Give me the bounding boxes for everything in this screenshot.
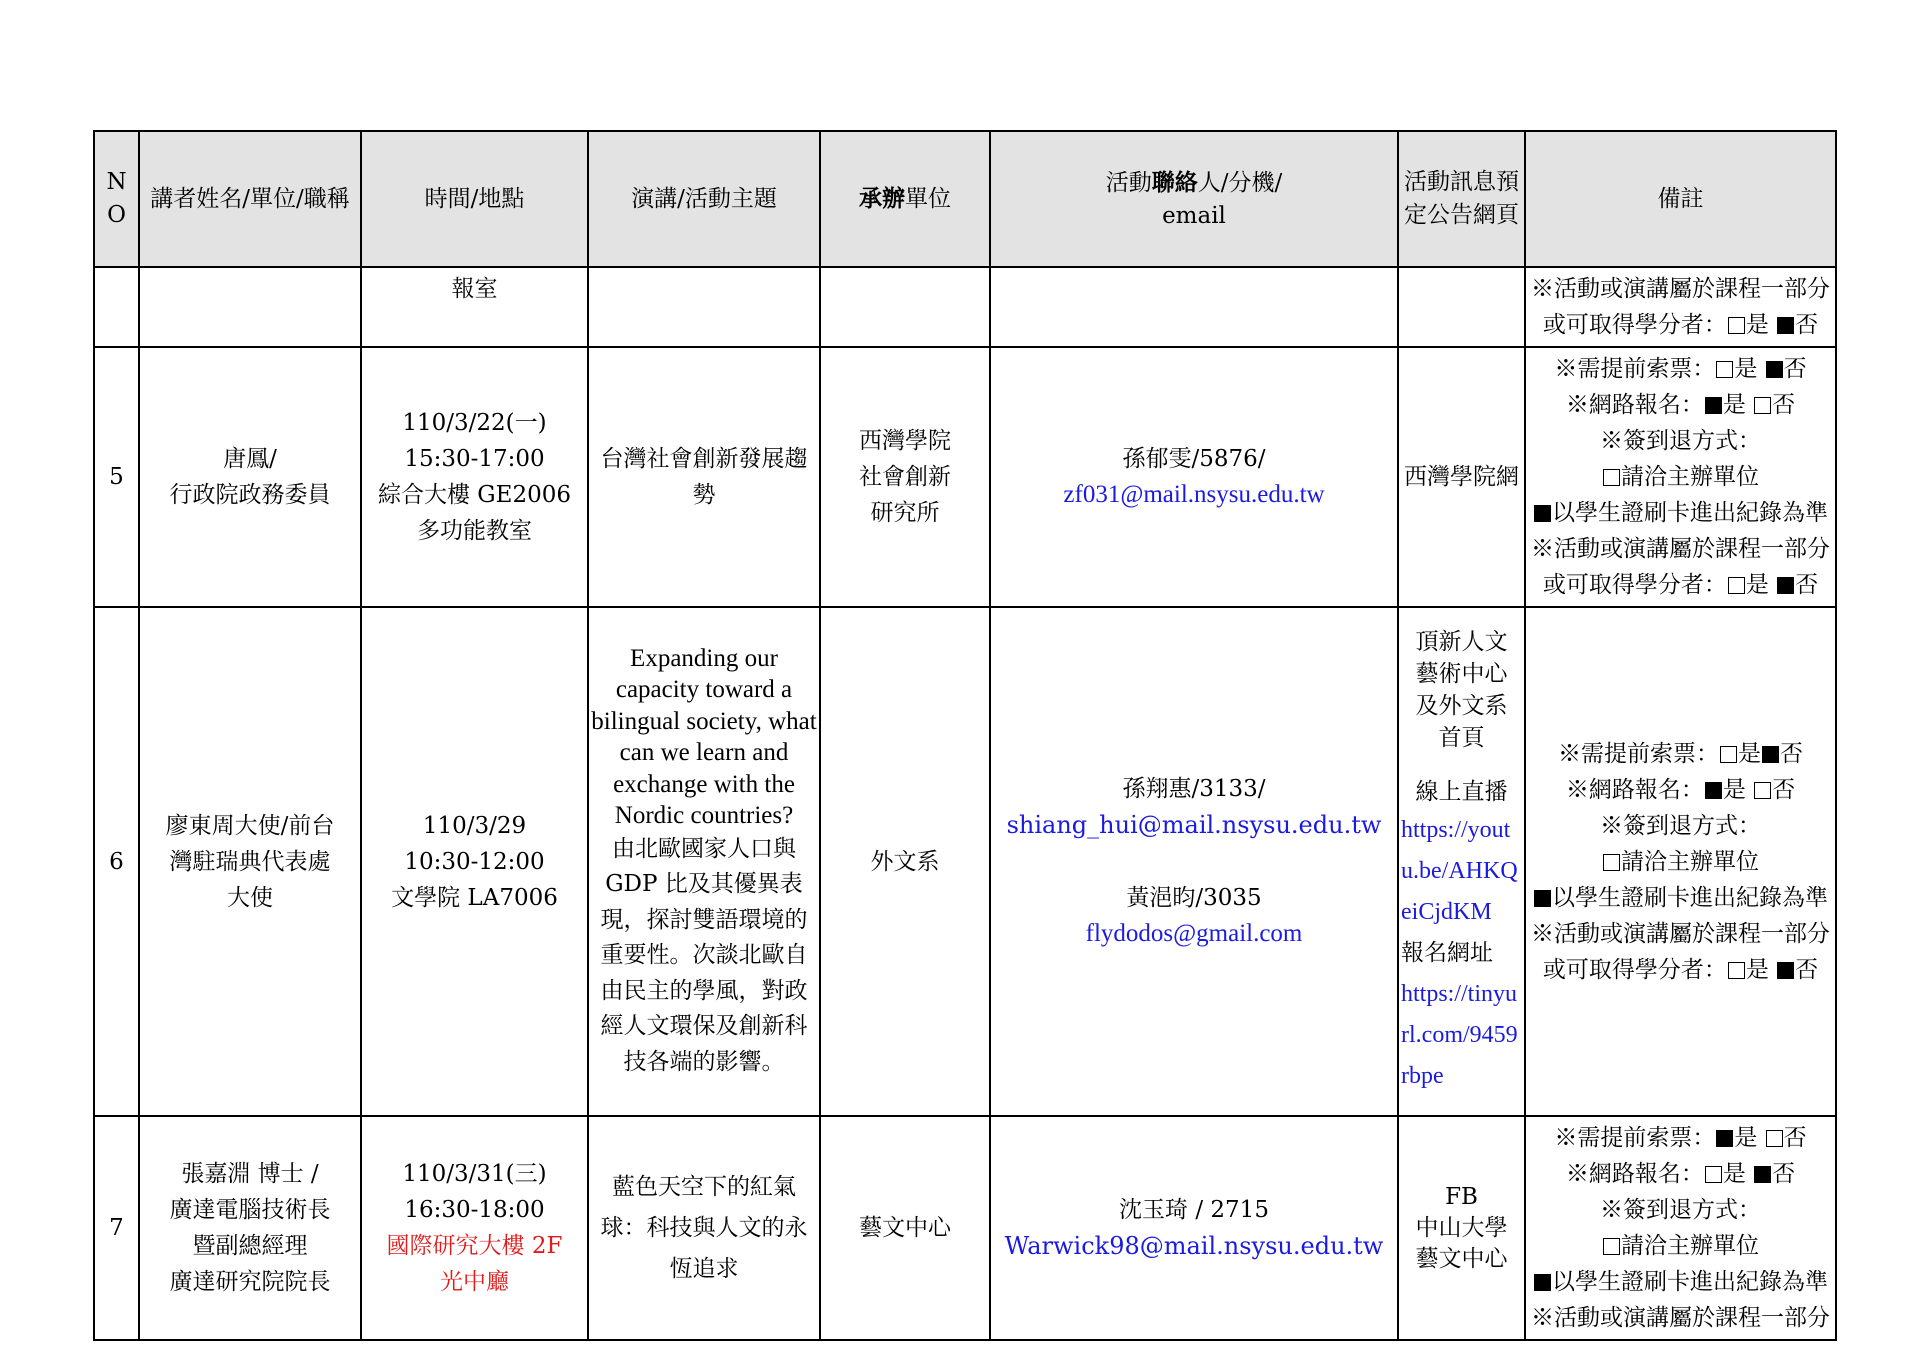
option-label: 否 (1783, 356, 1807, 382)
notes-label: 或可取得學分者： (1542, 312, 1727, 338)
contact-email-link[interactable]: shiang_hui@mail.nsysu.edu.tw (1006, 811, 1382, 839)
header-contact (990, 131, 1398, 267)
notes-line (1530, 1228, 1831, 1264)
checkbox-unchecked[interactable] (1728, 962, 1745, 979)
cell-contact (990, 607, 1398, 1116)
notes-line: ※活動或演講屬於課程一部分 (1531, 920, 1830, 947)
speaker-line: 廖東周大使/前台 (165, 812, 335, 839)
option-label: 以學生證刷卡進出紀錄為準 (1552, 500, 1828, 526)
option-label: 否 (1780, 740, 1803, 767)
website-text: 報名網址 (1401, 940, 1493, 966)
website-text: FB (1445, 1183, 1478, 1210)
speaker-line: 行政院政務委員 (169, 482, 331, 508)
checkbox-unchecked[interactable] (1754, 397, 1771, 414)
option-label: 否 (1772, 1161, 1796, 1187)
contact-name: 沈玉琦 / 2715 (1119, 1196, 1269, 1223)
cell-organizer (820, 267, 990, 347)
notes-label: ※需提前索票： (1554, 1125, 1716, 1151)
table-row (94, 267, 1836, 347)
notes-line (1530, 351, 1831, 387)
registration-link[interactable]: https://tinyurl.com/9459rbpe (1401, 981, 1518, 1089)
contact-name: 孫翔惠/3133/ (1122, 776, 1266, 802)
checkbox-unchecked[interactable] (1603, 854, 1620, 871)
option-label: 是 (1745, 572, 1769, 598)
header-topic: 演講/活動主題 (588, 131, 820, 267)
notes-line: ※簽到退方式： (1600, 812, 1761, 839)
cell-no: 6 (94, 607, 139, 1116)
cell-website (1398, 607, 1525, 1116)
place-line: 光中廳 (440, 1269, 509, 1295)
notes-line: ※簽到退方式： (1600, 428, 1761, 454)
cell-speaker (139, 347, 361, 607)
checkbox-checked[interactable] (1762, 746, 1779, 763)
option-label: 請洽主辦單位 (1621, 1233, 1759, 1259)
website-text: 中山大學 (1415, 1214, 1508, 1241)
checkbox-unchecked[interactable] (1728, 317, 1745, 334)
notes-label: ※網路報名： (1565, 1161, 1704, 1187)
cell-notes (1525, 267, 1836, 347)
website-text: 藝文中心 (1415, 1245, 1508, 1272)
time-line: 110/3/31(三) (402, 1161, 547, 1187)
table-row (94, 1116, 1836, 1340)
cell-topic: 藍色天空下的紅氣球：科技與人文的永恆追求 (588, 1116, 820, 1340)
checkbox-checked[interactable] (1705, 397, 1722, 414)
notes-line (1530, 387, 1831, 423)
notes-line (1530, 772, 1831, 808)
contact-name: 黃浥昀/3035 (1126, 885, 1262, 911)
checkbox-checked[interactable] (1534, 890, 1551, 907)
header-time-place: 時間/地點 (361, 131, 588, 267)
checkbox-unchecked[interactable] (1754, 782, 1771, 799)
header-contact-email: email (1162, 202, 1226, 229)
notes-label: ※需提前索票： (1554, 356, 1716, 382)
header-contact-pre: 活動 (1105, 169, 1152, 196)
place-line: 多功能教室 (417, 518, 532, 544)
option-label: 請洽主辦單位 (1621, 464, 1759, 490)
topic-chinese: 由北歐國家人口與GDP 比及其優異表現，探討雙語環境的重要性。次談北歐自由民主的學風，對政經人文環保及創新科技各端的影響。 (600, 835, 808, 1075)
option-label: 以學生證刷卡進出紀錄為準 (1552, 1269, 1828, 1295)
notes-line: ※活動或演講屬於課程一部分 (1531, 1305, 1830, 1331)
cell-contact (990, 1116, 1398, 1340)
checkbox-unchecked[interactable] (1603, 1238, 1620, 1255)
notes-line (1530, 307, 1831, 343)
table-row (94, 607, 1836, 1116)
notes-line (1530, 952, 1831, 988)
cell-notes (1525, 607, 1836, 1116)
option-label: 否 (1795, 956, 1819, 983)
organizer-line: 研究所 (870, 500, 940, 526)
organizer-line: 社會創新 (859, 464, 951, 490)
notes-line: ※活動或演講屬於課程一部分 (1531, 276, 1830, 302)
speaker-line: 廣達研究院院長 (169, 1269, 331, 1295)
place-line: 國際研究大樓 2F (386, 1233, 563, 1259)
header-website: 活動訊息預定公告網頁 (1398, 131, 1525, 267)
cell-website (1398, 267, 1525, 347)
time-line: 15:30-17:00 (404, 446, 545, 472)
cell-no: 7 (94, 1116, 139, 1340)
time-line: 110/3/22(一) (402, 410, 547, 436)
header-organizer-rest: 單位 (905, 186, 951, 212)
checkbox-checked[interactable] (1705, 782, 1722, 799)
checkbox-checked[interactable] (1777, 962, 1794, 979)
checkbox-checked[interactable] (1534, 505, 1551, 522)
cell-speaker (139, 267, 361, 347)
option-label: 否 (1783, 1125, 1807, 1151)
checkbox-unchecked[interactable] (1705, 1166, 1722, 1183)
cell-contact (990, 347, 1398, 607)
time-line: 10:30-12:00 (404, 848, 545, 875)
header-no: NO (94, 131, 139, 267)
cell-speaker (139, 607, 361, 1116)
notes-line (1530, 567, 1831, 603)
speaker-line: 廣達電腦技術長 (169, 1197, 331, 1223)
option-label: 是 (1745, 312, 1769, 338)
contact-email-link[interactable]: Warwick98@mail.nsysu.edu.tw (1004, 1231, 1384, 1260)
notes-line (1530, 1120, 1831, 1156)
notes-line (1530, 495, 1831, 531)
notes-line: ※活動或演講屬於課程一部分 (1531, 536, 1830, 562)
notes-label: 或可取得學分者： (1542, 572, 1727, 598)
notes-line (1530, 1156, 1831, 1192)
cell-no (94, 267, 139, 347)
cell-website (1398, 1116, 1525, 1340)
notes-line (1530, 844, 1831, 880)
checkbox-checked[interactable] (1754, 1166, 1771, 1183)
checkbox-checked[interactable] (1534, 1274, 1551, 1291)
option-label: 是 (1738, 740, 1761, 767)
notes-line (1530, 880, 1831, 916)
cell-topic: 台灣社會創新發展趨勢 (588, 347, 820, 607)
option-label: 是 (1722, 776, 1746, 803)
notes-label: ※網路報名： (1565, 392, 1704, 418)
option-label: 是 (1722, 1161, 1746, 1187)
option-label: 是 (1734, 1125, 1758, 1151)
speaker-line: 張嘉淵 博士 / (181, 1161, 319, 1187)
checkbox-checked[interactable] (1766, 361, 1783, 378)
checkbox-unchecked[interactable] (1766, 1130, 1783, 1147)
cell-speaker (139, 1116, 361, 1340)
option-label: 請洽主辦單位 (1621, 848, 1759, 875)
notes-line (1530, 459, 1831, 495)
livestream-link[interactable]: https://youtu.be/AHKQeiCjdKM (1401, 817, 1518, 925)
header-contact-rest: 人/分機/ (1197, 169, 1283, 196)
header-organizer (820, 131, 990, 267)
checkbox-unchecked[interactable] (1603, 469, 1620, 486)
notes-line (1530, 1264, 1831, 1300)
speaker-line: 暨副總經理 (192, 1233, 308, 1259)
cell-no: 5 (94, 347, 139, 607)
header-row (94, 131, 1836, 267)
checkbox-unchecked[interactable] (1728, 577, 1745, 594)
cell-time-place (361, 347, 588, 607)
cell-time-place: 報室 (361, 267, 588, 347)
cell-organizer: 藝文中心 (820, 1116, 990, 1340)
contact-email-link[interactable]: zf031@mail.nsysu.edu.tw (1063, 481, 1325, 508)
cell-topic (588, 267, 820, 347)
time-line: 110/3/29 (422, 812, 527, 839)
cell-organizer (820, 347, 990, 607)
cell-time-place (361, 1116, 588, 1340)
checkbox-checked[interactable] (1777, 317, 1794, 334)
cell-organizer: 外文系 (820, 607, 990, 1116)
cell-time-place (361, 607, 588, 1116)
time-line: 16:30-18:00 (404, 1197, 545, 1223)
topic-english: Expanding our capacity toward a bilingual society, what can we learn and exchange with the Nordic countries? (591, 644, 817, 830)
cell-notes (1525, 1116, 1836, 1340)
option-label: 否 (1772, 776, 1796, 803)
checkbox-checked[interactable] (1777, 577, 1794, 594)
header-contact-bold: 聯絡 (1151, 168, 1198, 196)
option-label: 是 (1734, 356, 1758, 382)
organizer-line: 西灣學院 (859, 428, 951, 454)
place-line: 綜合大樓 GE2006 (377, 482, 571, 508)
cell-website: 西灣學院網 (1398, 347, 1525, 607)
contact-email-link[interactable]: flydodos@gmail.com (1085, 920, 1303, 947)
cell-topic (588, 607, 820, 1116)
notes-label: ※網路報名： (1565, 776, 1704, 803)
table-row (94, 347, 1836, 607)
notes-label: ※需提前索票： (1558, 740, 1719, 767)
checkbox-checked[interactable] (1716, 1130, 1733, 1147)
option-label: 是 (1722, 392, 1746, 418)
header-notes: 備註 (1525, 131, 1836, 267)
header-organizer-bold: 承辦 (859, 185, 905, 212)
option-label: 以學生證刷卡進出紀錄為準 (1552, 884, 1828, 911)
contact-name: 孫郁雯/5876/ (1122, 446, 1266, 472)
cell-notes (1525, 347, 1836, 607)
option-label: 否 (1795, 312, 1819, 338)
notes-label: 或可取得學分者： (1542, 956, 1727, 983)
option-label: 是 (1745, 956, 1769, 983)
checkbox-unchecked[interactable] (1720, 746, 1737, 763)
checkbox-unchecked[interactable] (1716, 361, 1733, 378)
notes-line (1530, 736, 1831, 772)
cell-contact (990, 267, 1398, 347)
option-label: 否 (1795, 572, 1819, 598)
speaker-line: 唐鳳/ (223, 446, 277, 472)
website-text: 頂新人文藝術中心及外文系首頁 (1415, 629, 1508, 751)
option-label: 否 (1772, 392, 1796, 418)
notes-line: ※簽到退方式： (1600, 1197, 1761, 1223)
header-speaker: 講者姓名/單位/職稱 (139, 131, 361, 267)
place-line: 文學院 LA7006 (391, 884, 558, 911)
speaker-line: 灣駐瑞典代表處 (169, 848, 331, 875)
website-text: 線上直播 (1415, 779, 1508, 805)
speaker-line: 大使 (227, 884, 273, 911)
event-schedule-table (93, 130, 1837, 1341)
